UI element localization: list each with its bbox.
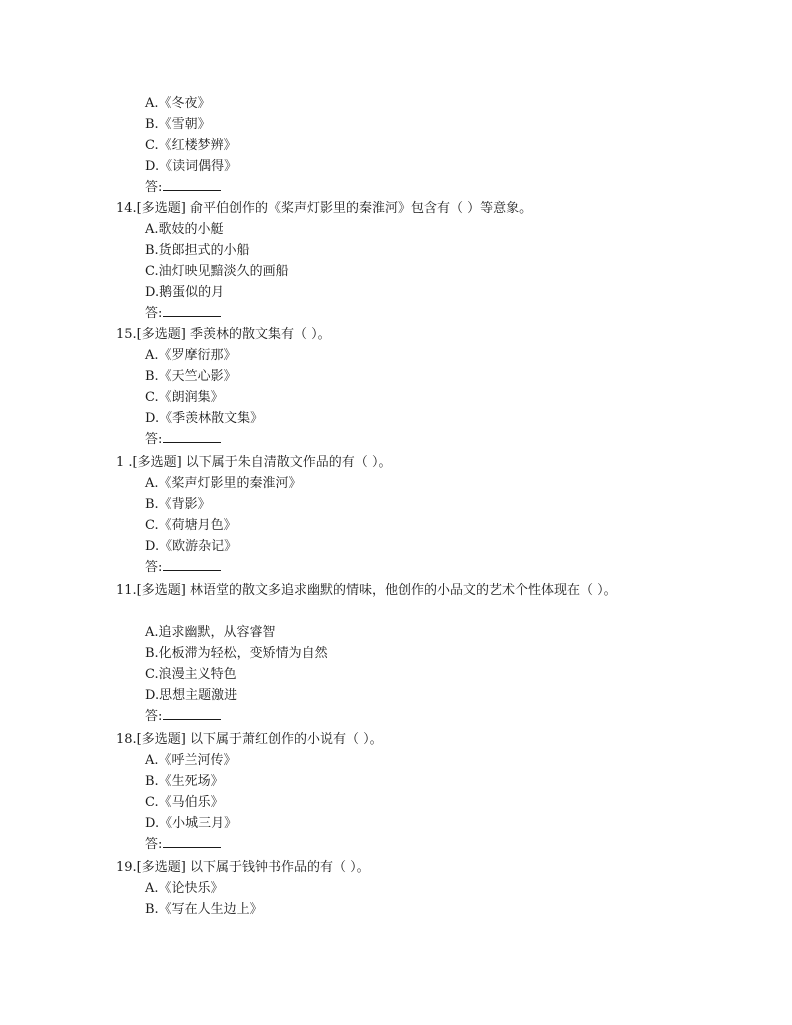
answer-label: 答: [145,432,163,447]
answer-blank [163,838,221,848]
answer-blank [163,307,221,317]
option-d: D.《读词偶得》 [145,159,238,174]
option-b: B.《生死场》 [145,774,224,789]
option-c: C.《马伯乐》 [145,795,224,810]
option-a: A.《冬夜》 [145,96,211,111]
option-d: D.《季羡林散文集》 [145,411,264,426]
option-d: D.《欧游杂记》 [145,539,238,554]
question-prompt: 19.[多选题] 以下属于钱钟书作品的有（ ）。 [116,860,370,875]
option-c: C.油灯映见黯淡久的画船 [145,264,289,279]
option-d: D.鹅蛋似的月 [145,285,225,300]
option-a: A.《论快乐》 [145,881,224,896]
answer-line [145,306,221,322]
answer-label: 答: [145,837,163,852]
option-c: C.《荷塘月色》 [145,518,237,533]
answer-line [145,180,221,196]
question-prompt: 11.[多选题] 林语堂的散文多追求幽默的情味，他创作的小品文的艺术个性体现在（ ）。 [116,583,617,598]
option-b: B.《天竺心影》 [145,369,237,384]
option-b: B.货郎担式的小船 [145,243,250,258]
answer-label: 答: [145,709,163,724]
option-a: A.歌妓的小艇 [145,222,224,237]
answer-blank [163,710,221,720]
option-a: A.《桨声灯影里的秦淮河》 [145,476,302,491]
option-b: B.《雪朝》 [145,117,211,132]
option-c: C.《朗润集》 [145,390,224,405]
option-c: C.浪漫主义特色 [145,667,237,682]
option-b: B.化板滞为轻松，变矫情为自然 [145,646,328,661]
option-b: B.《背影》 [145,497,211,512]
answer-line [145,432,221,448]
answer-label: 答: [145,560,163,575]
answer-label: 答: [145,180,163,195]
option-a: A.《罗摩衍那》 [145,348,237,363]
question-prompt: 15.[多选题] 季羡林的散文集有（ ）。 [116,327,331,342]
option-d: D.《小城三月》 [145,816,238,831]
question-prompt: 18.[多选题] 以下属于萧红创作的小说有（ ）。 [116,732,383,747]
question-prompt: 14.[多选题] 俞平伯创作的《桨声灯影里的秦淮河》包含有（ ）等意象。 [116,201,533,216]
option-a: A.追求幽默，从容睿智 [145,625,276,640]
answer-line [145,709,221,725]
option-d: D.思想主题激进 [145,688,238,703]
option-a: A.《呼兰河传》 [145,753,237,768]
answer-blank [163,561,221,571]
question-prompt: 1 .[多选题] 以下属于朱自清散文作品的有（ ）。 [116,455,392,470]
answer-line [145,837,221,853]
answer-blank [163,433,221,443]
answer-line [145,560,221,576]
option-c: C.《红楼梦辨》 [145,138,237,153]
answer-blank [163,181,221,191]
answer-label: 答: [145,306,163,321]
option-b: B.《写在人生边上》 [145,902,263,917]
